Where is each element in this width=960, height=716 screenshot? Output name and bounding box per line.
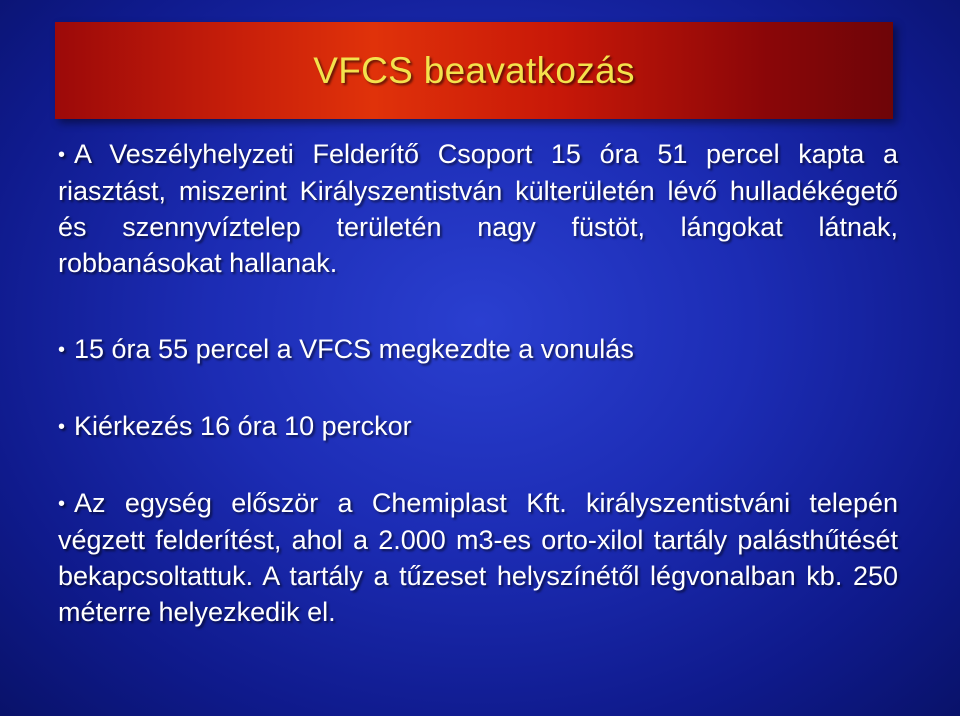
bullet-marker: • xyxy=(58,144,66,166)
bullet-marker: • xyxy=(58,416,66,438)
slide-content xyxy=(58,136,898,630)
bullet-text: A Veszélyhelyzeti Felderítő Csoport 15 óra 51 percel kapta a riasztást, miszerint Királyszentistván külterületén lévő hulladékégető és szennyvíztelep területén nagy füstöt, lángokat látnak, robbanásokat hallanak. xyxy=(58,139,898,278)
bullet-item-3 xyxy=(58,408,898,445)
bullet-text: Az egység először a Chemiplast Kft. királyszentistváni telepén végzett felderítést, ahol a 2.000 m3-es orto-xilol tartály palásthűtését bekapcsoltattuk. A tartály a tűzeset helyszínétől légvonalban kb. 250 méterre helyezkedik el. xyxy=(58,488,898,627)
bullet-marker: • xyxy=(58,493,66,515)
bullet-item-4 xyxy=(58,485,898,630)
bullet-item-1 xyxy=(58,136,898,281)
bullet-marker: • xyxy=(58,339,66,361)
bullet-item-2 xyxy=(58,331,898,368)
slide-title: VFCS beavatkozás xyxy=(313,50,635,91)
title-bar xyxy=(55,22,893,119)
bullet-text: 15 óra 55 percel a VFCS megkezdte a vonulás xyxy=(74,334,634,364)
bullet-text: Kiérkezés 16 óra 10 perckor xyxy=(74,411,412,441)
